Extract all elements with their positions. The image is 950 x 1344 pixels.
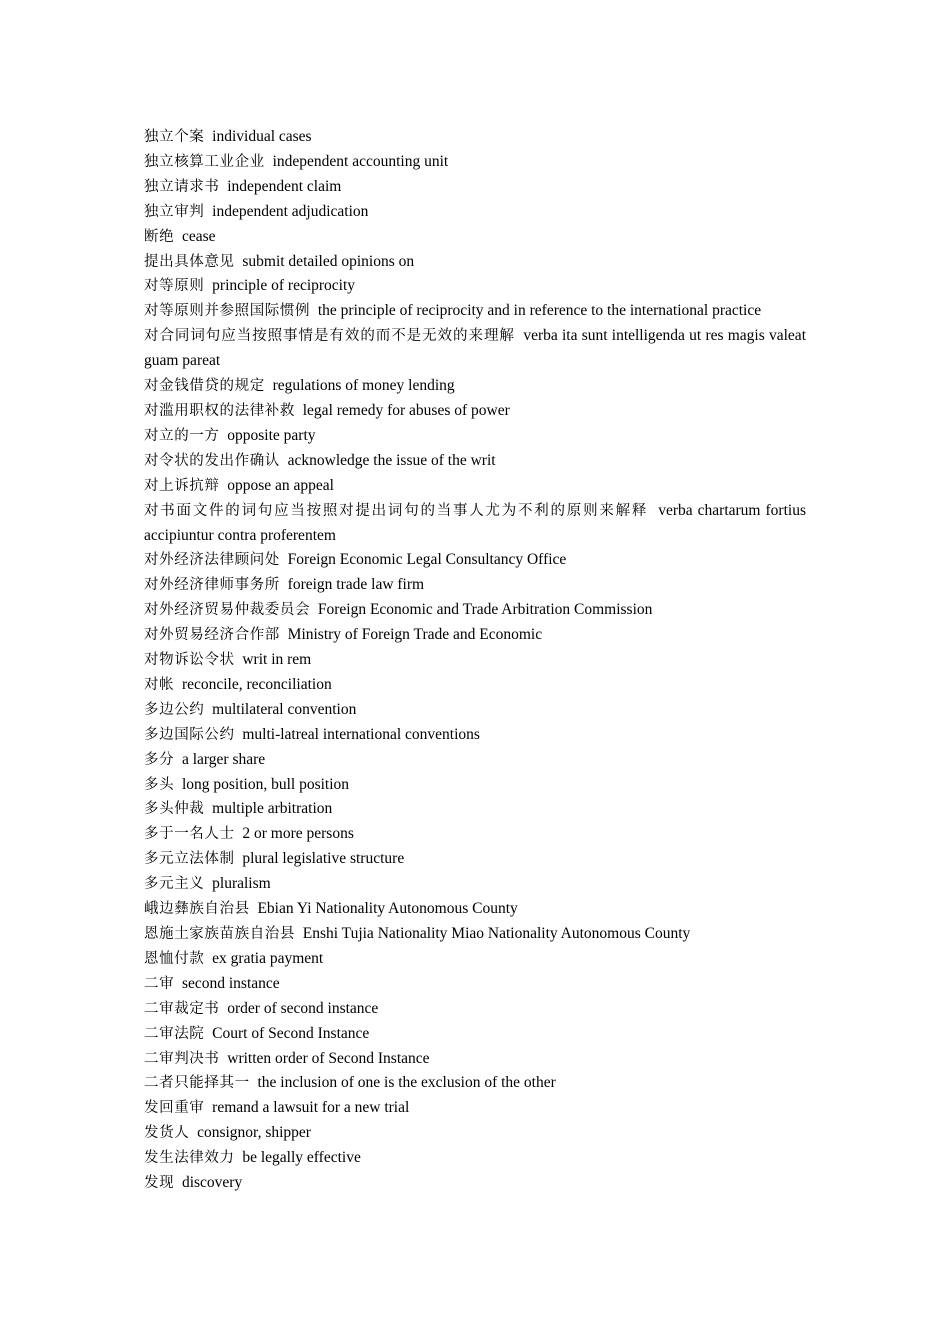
glossary-entry	[144, 150, 806, 175]
chinese-term: 多边国际公约	[144, 726, 235, 743]
glossary-entry	[144, 748, 806, 773]
glossary-entry	[144, 424, 806, 449]
chinese-term: 对合同词句应当按照事情是有效的而不是无效的来理解	[144, 328, 515, 345]
chinese-term: 对外经济法律顾问处	[144, 552, 280, 569]
english-translation: Foreign Economic and Trade Arbitration Commission	[317, 601, 653, 619]
chinese-term: 二审法院	[144, 1025, 205, 1042]
english-translation: plural legislative structure	[242, 850, 405, 868]
glossary-entry	[144, 399, 806, 424]
glossary-entry	[144, 499, 806, 549]
chinese-term: 对外贸易经济合作部	[144, 627, 280, 644]
english-translation: written order of Second Instance	[227, 1049, 430, 1067]
glossary-entry	[144, 947, 806, 972]
chinese-term: 独立个案	[144, 129, 205, 145]
glossary-entry	[144, 1022, 806, 1047]
glossary-entry	[144, 1096, 806, 1121]
chinese-term: 断绝	[144, 228, 175, 245]
chinese-term: 发现	[144, 1175, 175, 1192]
chinese-term: 二审	[144, 975, 175, 992]
glossary-entry	[144, 324, 806, 374]
chinese-term: 对等原则	[144, 278, 205, 295]
chinese-term: 发生法律效力	[144, 1150, 235, 1167]
english-translation: multi-latreal international conventions	[242, 725, 480, 743]
english-translation: reconcile, reconciliation	[181, 675, 332, 693]
glossary-entry	[144, 698, 806, 723]
english-translation: second instance	[181, 974, 280, 992]
english-translation: oppose an appeal	[227, 476, 334, 494]
glossary-entry	[144, 250, 806, 275]
glossary-entry	[144, 797, 806, 822]
english-translation: remand a lawsuit for a new trial	[212, 1099, 410, 1117]
chinese-term: 发回重审	[144, 1100, 205, 1117]
chinese-term: 恩恤付款	[144, 950, 205, 967]
glossary-entry	[144, 374, 806, 399]
english-translation: submit detailed opinions on	[242, 252, 415, 270]
glossary-entry	[144, 997, 806, 1022]
english-translation: legal remedy for abuses of power	[302, 401, 510, 419]
chinese-term: 恩施土家族苗族自治县	[144, 926, 295, 942]
glossary-entry	[144, 1171, 806, 1196]
chinese-term: 对立的一方	[144, 427, 220, 444]
english-translation: order of second instance	[227, 999, 379, 1017]
chinese-term: 多头	[144, 776, 175, 793]
glossary-entry	[144, 548, 806, 573]
english-translation: opposite party	[227, 426, 316, 444]
english-translation: long position, bull position	[181, 775, 350, 793]
chinese-term: 对上诉抗辩	[144, 477, 220, 494]
glossary-entry	[144, 872, 806, 897]
chinese-term: 独立请求书	[144, 178, 220, 195]
english-translation: acknowledge the issue of the writ	[287, 451, 496, 469]
english-translation: independent claim	[227, 177, 342, 195]
glossary-entry	[144, 449, 806, 474]
glossary-entry	[144, 299, 806, 324]
english-translation: the principle of reciprocity and in reference to the international practice	[317, 302, 762, 320]
english-translation: Enshi Tujia Nationality Miao Nationality Autonomous County	[302, 925, 691, 942]
chinese-term: 对外经济贸易仲裁委员会	[144, 602, 311, 619]
english-translation: Foreign Economic Legal Consultancy Office	[287, 551, 567, 569]
chinese-term: 对帐	[144, 676, 175, 693]
glossary-entry	[144, 225, 806, 250]
english-translation: principle of reciprocity	[212, 277, 356, 295]
english-translation: consignor, shipper	[197, 1124, 311, 1142]
glossary-entry	[144, 200, 806, 225]
chinese-term: 峨边彝族自治县	[144, 901, 250, 918]
chinese-term: 对金钱借贷的规定	[144, 378, 265, 395]
chinese-term: 对外经济律师事务所	[144, 577, 280, 594]
english-translation: the inclusion of one is the exclusion of the other	[257, 1074, 556, 1092]
english-translation: independent accounting unit	[272, 152, 449, 170]
english-translation: verba ita sunt intelligenda ut res magis valeat guam pareat	[144, 327, 806, 370]
glossary-entry	[144, 623, 806, 648]
english-translation: regulations of money lending	[272, 377, 455, 395]
chinese-term: 对物诉讼令状	[144, 652, 235, 669]
glossary-entry	[144, 175, 806, 200]
glossary-entry	[144, 822, 806, 847]
chinese-term: 提出具体意见	[144, 253, 235, 270]
glossary-entry	[144, 474, 806, 499]
glossary-entry	[144, 972, 806, 997]
glossary-entry	[144, 773, 806, 798]
english-translation: multilateral convention	[212, 700, 357, 718]
glossary-entry	[144, 1146, 806, 1171]
glossary-entry	[144, 723, 806, 748]
chinese-term: 多分	[144, 751, 175, 768]
chinese-term: 对等原则并参照国际惯例	[144, 303, 311, 320]
chinese-term: 独立审判	[144, 203, 205, 220]
chinese-term: 多元立法体制	[144, 851, 235, 868]
chinese-term: 二审判决书	[144, 1050, 220, 1067]
english-translation: cease	[181, 227, 216, 245]
chinese-term: 多边公约	[144, 701, 205, 718]
chinese-term: 二者只能择其一	[144, 1075, 250, 1092]
english-translation: 2 or more persons	[242, 825, 354, 843]
chinese-term: 对令状的发出作确认	[144, 452, 280, 469]
glossary-entry	[144, 897, 806, 922]
english-translation: verba chartarum fortius accipiuntur contra proferentem	[144, 501, 806, 544]
english-translation: a larger share	[181, 750, 266, 768]
glossary-entry	[144, 922, 806, 947]
english-translation: multiple arbitration	[212, 800, 333, 818]
glossary-entry	[144, 573, 806, 598]
glossary-list	[144, 125, 806, 1196]
english-translation: Ministry of Foreign Trade and Economic	[287, 626, 543, 644]
english-translation: writ in rem	[242, 651, 312, 669]
english-translation: Court of Second Instance	[212, 1024, 370, 1042]
glossary-entry	[144, 1071, 806, 1096]
english-translation: be legally effective	[242, 1149, 361, 1167]
chinese-term: 独立核算工业企业	[144, 153, 265, 170]
chinese-term: 二审裁定书	[144, 1000, 220, 1017]
glossary-entry	[144, 125, 806, 150]
chinese-term: 多于一名人士	[144, 826, 235, 843]
glossary-entry	[144, 1121, 806, 1146]
english-translation: individual cases	[212, 128, 312, 145]
document-page	[144, 125, 806, 1196]
chinese-term: 对滥用职权的法律补救	[144, 402, 295, 419]
english-translation: ex gratia payment	[212, 949, 324, 967]
english-translation: Ebian Yi Nationality Autonomous County	[257, 900, 518, 918]
glossary-entry	[144, 648, 806, 673]
glossary-entry	[144, 598, 806, 623]
english-translation: independent adjudication	[212, 202, 369, 220]
chinese-term: 对书面文件的词句应当按照对提出词句的当事人尤为不利的原则来解释	[144, 502, 649, 519]
glossary-entry	[144, 274, 806, 299]
glossary-entry	[144, 847, 806, 872]
chinese-term: 发货人	[144, 1125, 190, 1142]
english-translation: pluralism	[212, 875, 271, 893]
glossary-entry	[144, 673, 806, 698]
chinese-term: 多元主义	[144, 876, 205, 893]
english-translation: foreign trade law firm	[287, 576, 425, 594]
chinese-term: 多头仲裁	[144, 801, 205, 818]
english-translation: discovery	[181, 1174, 243, 1192]
glossary-entry	[144, 1047, 806, 1072]
